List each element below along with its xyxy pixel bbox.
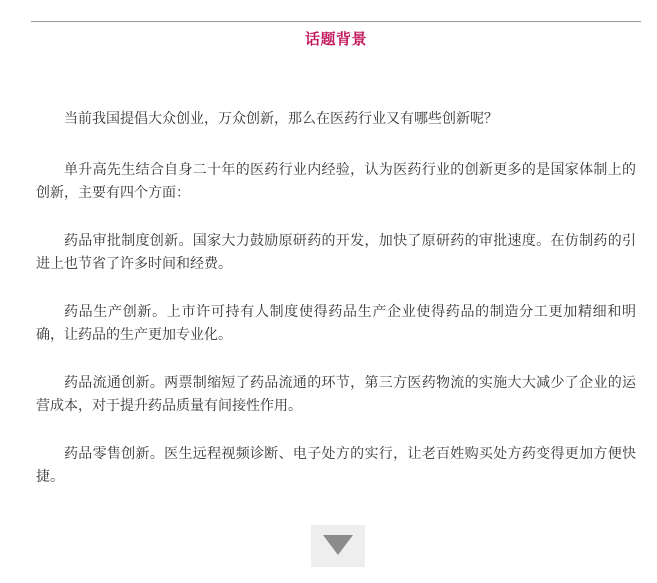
article-body	[36, 108, 636, 514]
paragraph-approval-innovation: 药品审批制度创新。国家大力鼓励原研药的开发，加快了原研药的审批速度。在仿制药的引进上也节省了许多时间和经费。	[36, 233, 636, 272]
expand-more-button[interactable]	[311, 525, 365, 567]
triangle-down-icon	[321, 533, 355, 557]
section-divider	[31, 21, 641, 22]
paragraph-distribution-innovation: 药品流通创新。两票制缩短了药品流通的环节，第三方医药物流的实施大大减少了企业的运营成本，对于提升药品质量有间接性作用。	[36, 375, 636, 414]
paragraph-overview: 单升高先生结合自身二十年的医药行业内经验，认为医药行业的创新更多的是国家体制上的创新，主要有四个方面：	[36, 162, 636, 201]
paragraph-production-innovation: 药品生产创新。上市许可持有人制度使得药品生产企业使得药品的制造分工更加精细和明确，让药品的生产更加专业化。	[36, 304, 636, 343]
paragraph-retail-innovation: 药品零售创新。医生远程视频诊断、电子处方的实行，让老百姓购买处方药变得更加方便快捷。	[36, 446, 636, 485]
paragraph-intro: 当前我国提倡大众创业，万众创新，那么在医药行业又有哪些创新呢？	[64, 111, 498, 127]
section-title: 话题背景	[304, 30, 367, 48]
